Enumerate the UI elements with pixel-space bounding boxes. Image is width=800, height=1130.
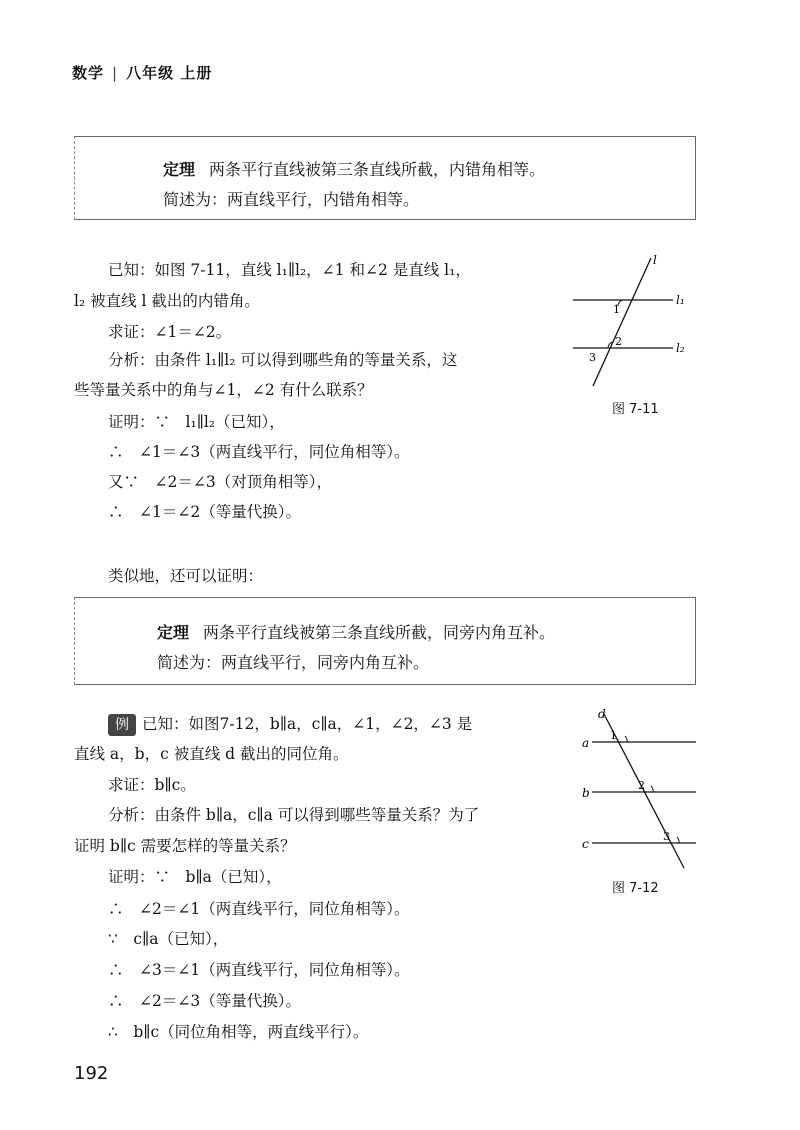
- example-step6: ∴ b∥c（同位角相等，两直线平行）。: [108, 1023, 369, 1041]
- theorem-2-label: 定理: [157, 623, 190, 642]
- proof1-given-b: l₂ 被直线 l 截出的内错角。: [74, 292, 260, 310]
- example-given-a-text: 已知：如图7-12，b∥a，c∥a，∠1，∠2，∠3 是: [142, 715, 473, 733]
- example-step5: ∴ ∠2＝∠3（等量代换）。: [108, 992, 301, 1010]
- example-badge: 例: [108, 714, 136, 736]
- figure-7-12: [578, 706, 700, 874]
- proof1-step1: 证明：∵ l₁∥l₂（已知），: [108, 413, 285, 431]
- label-l: l: [653, 253, 657, 267]
- label-b: b: [582, 786, 590, 800]
- label-l2: l₂: [676, 341, 685, 355]
- proof1-given-a: 已知：如图 7-11，直线 l₁∥l₂，∠1 和∠2 是直线 l₁，: [108, 261, 471, 279]
- header-volume: 上册: [180, 64, 213, 82]
- example-given-b: 直线 a，b，c 被直线 d 截出的同位角。: [74, 745, 349, 763]
- example-analysis-a: 分析：由条件 b∥a，c∥a 可以得到哪些等量关系？为了: [108, 806, 480, 824]
- header-separator: |: [112, 64, 119, 82]
- angle-2-arc: [651, 786, 653, 792]
- theorem-1-label: 定理: [163, 160, 196, 179]
- label-angle-3: 3: [589, 351, 596, 364]
- proof1-step4: ∴ ∠1＝∠2（等量代换）。: [108, 503, 301, 521]
- header-subject: 数学: [72, 64, 105, 82]
- label-c: c: [582, 837, 589, 851]
- example-step3: ∵ c∥a（已知），: [108, 930, 229, 948]
- label-d: d: [598, 707, 606, 721]
- label-l1: l₁: [676, 293, 685, 307]
- proof1-step3: 又∵ ∠2＝∠3（对顶角相等），: [108, 473, 332, 491]
- figure-7-11: [565, 252, 700, 392]
- label-angle-1: 1: [610, 729, 617, 742]
- example-step1: 证明：∵ b∥a（已知），: [108, 868, 282, 886]
- theorem-box-2: [74, 597, 696, 685]
- label-angle-1: 1: [613, 303, 620, 316]
- label-a: a: [582, 736, 590, 750]
- example-step2: ∴ ∠2＝∠1（两直线平行，同位角相等）。: [108, 900, 410, 918]
- proof1-step2: ∴ ∠1＝∠3（两直线平行，同位角相等）。: [108, 443, 410, 461]
- theorem-2-statement: [157, 620, 555, 643]
- page-header: [72, 62, 212, 83]
- figure-7-12-caption: 图 7-12: [612, 881, 659, 896]
- example-given-a: [108, 712, 472, 736]
- label-angle-3: 3: [663, 830, 670, 843]
- page-number: 192: [74, 1063, 109, 1084]
- theorem-2-short: 简述为：两直线平行，同旁内角互补。: [157, 653, 430, 672]
- proof1-prove: 求证：∠1＝∠2。: [108, 323, 232, 341]
- angle-3-arc: [677, 837, 679, 843]
- theorem-2-text: 两条平行直线被第三条直线所截，同旁内角互补。: [203, 623, 556, 642]
- label-angle-2: 2: [638, 779, 645, 792]
- theorem-1-text: 两条平行直线被第三条直线所截，内错角相等。: [209, 160, 546, 179]
- example-prove: 求证：b∥c。: [108, 776, 196, 794]
- proof1-analysis-a: 分析：由条件 l₁∥l₂ 可以得到哪些角的等量关系，这: [108, 351, 458, 369]
- header-grade: 八年级: [126, 64, 175, 82]
- line-l: [593, 258, 651, 386]
- figure-7-11-caption: 图 7-11: [612, 402, 659, 417]
- theorem-1-short: 简述为：两直线平行，内错角相等。: [163, 190, 420, 209]
- theorem-box-1: [74, 136, 696, 220]
- label-angle-2: 2: [615, 335, 622, 348]
- proof1-analysis-b: 些等量关系中的角与∠1，∠2 有什么联系？: [74, 381, 373, 399]
- theorem-1-statement: [163, 157, 545, 180]
- example-step4: ∴ ∠3＝∠1（两直线平行，同位角相等）。: [108, 961, 410, 979]
- transition-text: 类似地，还可以证明：: [108, 567, 264, 585]
- example-analysis-b: 证明 b∥c 需要怎样的等量关系？: [74, 837, 296, 855]
- angle-1-arc: [625, 736, 627, 742]
